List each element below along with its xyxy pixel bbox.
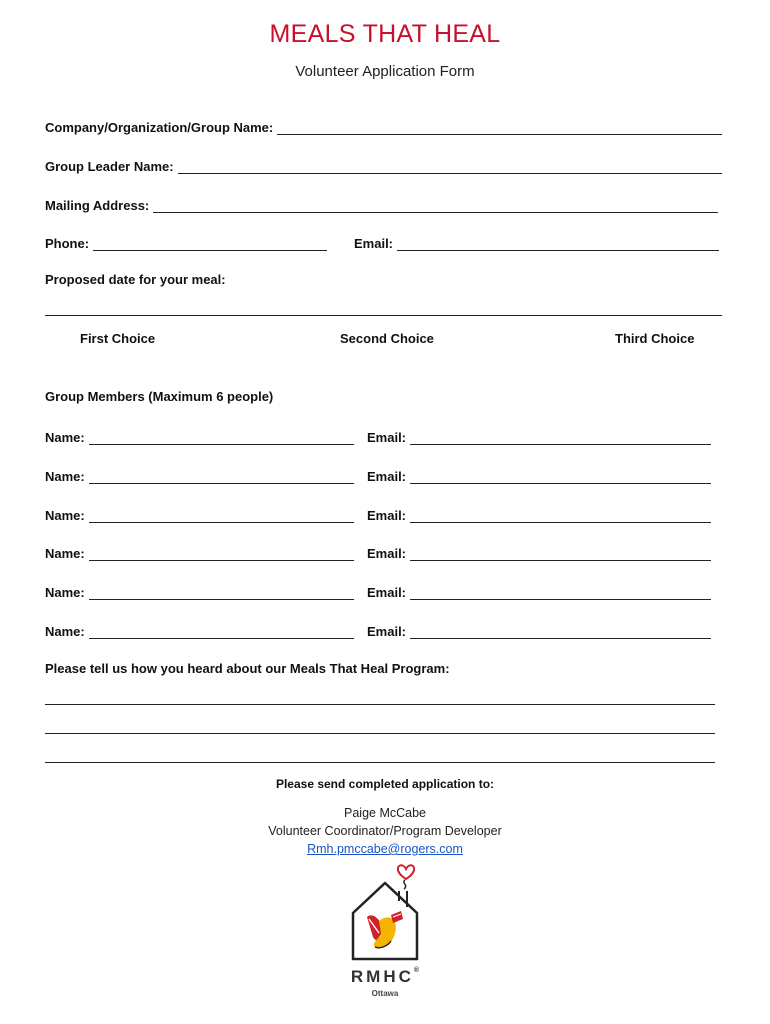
logo-subtext: Ottawa — [371, 989, 399, 998]
member-email-line[interactable] — [410, 431, 711, 445]
contact-title: Volunteer Coordinator/Program Developer — [268, 824, 502, 838]
phone-label: Phone: — [45, 236, 90, 251]
proposed-date-label: Proposed date for your meal: — [45, 272, 226, 287]
member-email-field[interactable] — [367, 582, 711, 600]
member-email-field[interactable] — [367, 505, 711, 523]
member-name-line[interactable] — [89, 625, 354, 639]
member-email-field[interactable] — [367, 427, 711, 445]
member-email-label: Email: — [367, 469, 407, 484]
member-email-line[interactable] — [410, 470, 711, 484]
rmhc-logo — [335, 855, 435, 1005]
member-email-label: Email: — [367, 624, 407, 639]
mailing-address-label: Mailing Address: — [45, 198, 150, 213]
member-name-label: Name: — [45, 546, 85, 561]
group-leader-label: Group Leader Name: — [45, 159, 174, 174]
group-members-heading: Group Members (Maximum 6 people) — [45, 389, 274, 404]
member-email-line[interactable] — [410, 625, 711, 639]
member-email-line[interactable] — [410, 586, 711, 600]
member-email-label: Email: — [367, 546, 407, 561]
member-name-field[interactable] — [45, 505, 354, 523]
contact-email-label: Email: — [354, 236, 394, 251]
member-email-label: Email: — [367, 508, 407, 523]
group-leader-line[interactable] — [178, 160, 722, 174]
member-name-label: Name: — [45, 508, 85, 523]
member-name-field[interactable] — [45, 427, 354, 445]
member-name-field[interactable] — [45, 466, 354, 484]
logo-text — [335, 967, 435, 987]
member-email-field[interactable] — [367, 466, 711, 484]
page-title: MEALS THAT HEAL — [269, 20, 501, 48]
member-name-label: Name: — [45, 624, 85, 639]
contact-email-link[interactable]: Rmh.pmccabe@rogers.com — [307, 842, 463, 856]
phone-line[interactable] — [93, 237, 327, 251]
member-email-field[interactable] — [367, 543, 711, 561]
member-email-label: Email: — [367, 585, 407, 600]
registered-mark: ® — [413, 967, 420, 974]
company-name-field[interactable] — [45, 117, 722, 135]
contact-email-row — [0, 842, 770, 856]
send-application-label: Please send completed application to: — [275, 777, 495, 791]
phone-field[interactable] — [45, 233, 327, 251]
mailing-address-field[interactable] — [45, 195, 718, 213]
member-email-line[interactable] — [410, 547, 711, 561]
how-heard-line[interactable] — [45, 762, 715, 763]
contact-email-line[interactable] — [397, 237, 719, 251]
mailing-address-line[interactable] — [153, 199, 718, 213]
member-name-field[interactable] — [45, 582, 354, 600]
company-name-label: Company/Organization/Group Name: — [45, 120, 274, 135]
company-name-line[interactable] — [277, 121, 722, 135]
member-name-label: Name: — [45, 430, 85, 445]
member-name-label: Name: — [45, 469, 85, 484]
contact-name: Paige McCabe — [344, 806, 426, 820]
member-email-line[interactable] — [410, 509, 711, 523]
logo-wordmark: RMHC — [350, 967, 414, 986]
proposed-date-line[interactable] — [45, 315, 722, 316]
page-subtitle: Volunteer Application Form — [295, 63, 475, 80]
how-heard-label: Please tell us how you heard about our Meals That Heal Program: — [45, 661, 450, 676]
member-email-label: Email: — [367, 430, 407, 445]
how-heard-line[interactable] — [45, 704, 715, 705]
member-name-line[interactable] — [89, 586, 354, 600]
contact-email-field[interactable] — [354, 233, 719, 251]
group-leader-field[interactable] — [45, 156, 722, 174]
second-choice-label: Second Choice — [340, 331, 434, 346]
member-name-line[interactable] — [89, 509, 354, 523]
member-name-line[interactable] — [89, 431, 354, 445]
member-name-field[interactable] — [45, 621, 354, 639]
how-heard-line[interactable] — [45, 733, 715, 734]
member-name-label: Name: — [45, 585, 85, 600]
member-email-field[interactable] — [367, 621, 711, 639]
first-choice-label: First Choice — [80, 331, 156, 346]
member-name-field[interactable] — [45, 543, 354, 561]
third-choice-label: Third Choice — [615, 331, 695, 346]
member-name-line[interactable] — [89, 547, 354, 561]
member-name-line[interactable] — [89, 470, 354, 484]
